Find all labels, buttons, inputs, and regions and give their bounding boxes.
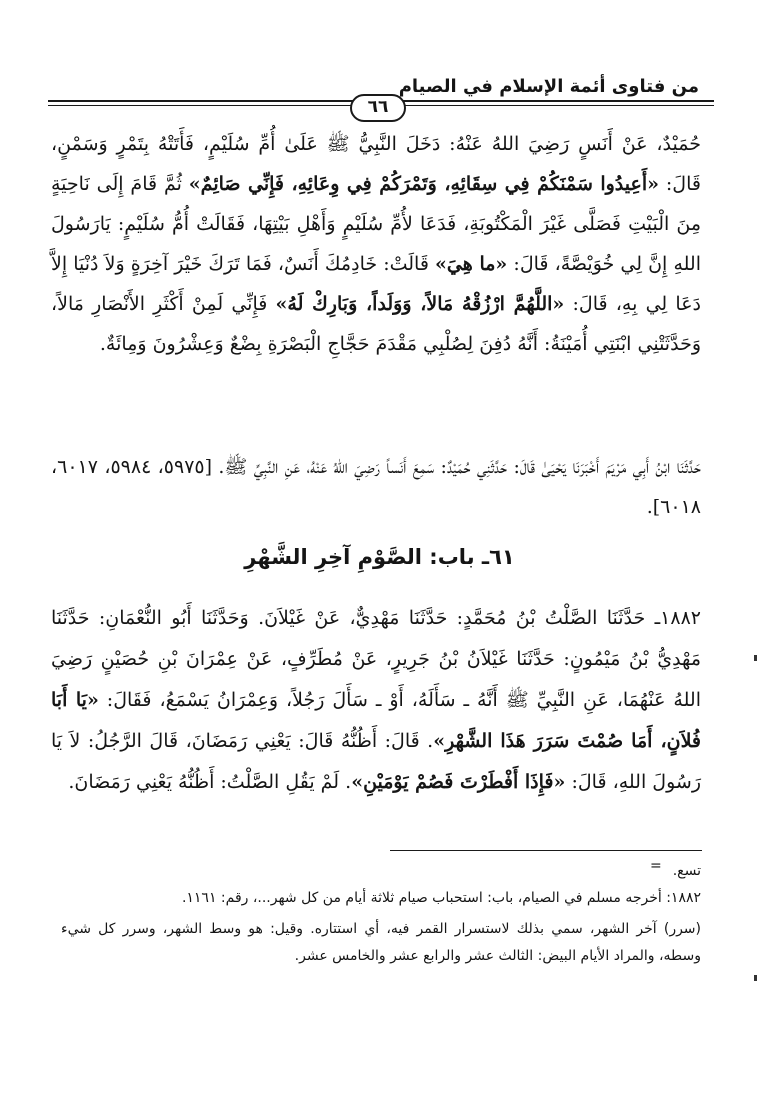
paragraph-text: فَإِنِّي لَمِنْ أَكْثَرِ الأَنْصَارِ مَالاً، وَحَدَّثَتْنِي ابْنَتِي أُمَيْنَةُ: أَنَّهُ دُفِنَ لِصُلْبِي مَقْدَمَ حَجَّاجِ الْبَصْرَةِ بِضْعٌ وَعِشْرُونَ وَمِائَةٌ. — [51, 293, 701, 355]
prophet-quote: «فَإِذَا أَفْطَرْتَ فَصُمْ يَوْمَيْنِ» — [351, 771, 566, 793]
hadith-paragraph-1882 — [51, 598, 701, 803]
footnote-continuation-mark: = — [650, 858, 662, 874]
footnote-continuation: تسع. — [672, 863, 701, 879]
isnad-paragraph: حَدَّثَنَا ابْنُ أَبِي مَرْيَمَ أَخْبَرَنَا يَحْيَىٰ قَالَ: حَدَّثَنِي حُمَيْدٌ: سَمِعَ أَنَساً رَضِيَ اللهُ عَنْهُ، عَنِ النَّبِيِّ ﷺ. [٥٩٧٥، ٥٩٨٤، ٦٠١٧، ٦٠١٨]. — [51, 456, 702, 518]
prophet-quote: «ما هِيَ» — [435, 253, 508, 275]
prophet-quote: «أَعِيدُوا سَمْنَكُمْ فِي سِقَائِهِ، وَتَمْرَكُمْ فِي وِعَائِهِ، فَإِنِّي صَائِمٌ» — [188, 173, 660, 195]
paragraph-text: ١٨٨٢ـ حَدَّثَنَا الصَّلْتُ بْنُ مُحَمَّدٍ: حَدَّثَنَا مَهْدِيٌّ، عَنْ غَيْلاَنَ. وَحَدَّثَنَا أَبُو النُّعْمَانِ: حَدَّثَنَا مَهْدِيُّ بْنُ مَيْمُونٍ: حَدَّثَنَا غَيْلاَنُ بْنُ جَرِيرٍ، عَنْ مُطَرِّفٍ، عَنْ عِمْرَانَ بْنِ حُصَيْنٍ رَضِيَ اللهُ عَنْهُمَا، عَنِ النَّبِيِّ ﷺ أَنَّهُ ـ سَأَلَهُ، أَوْ ـ سَأَلَ رَجُلاً، وَعِمْرَانُ يَسْمَعُ، فَقَالَ: — [51, 607, 701, 711]
scan-edge-mark — [754, 655, 757, 661]
running-header-title: من فتاوى أئمة الإسلام في الصيام — [398, 76, 699, 97]
prophet-quote: «اللَّهُمَّ ارْزُقْهُ مَالاً، وَوَلَداً، وَبَارِكْ لَهُ» — [275, 293, 565, 315]
page-number-badge: ٦٦ — [350, 94, 406, 122]
footnote-sarar: (سرر) آخر الشهر، سمي بذلك لاستسرار القمر فيه، أي استتاره. وقيل: هو وسط الشهر، وسرر كل شيء وسطه، والمراد الأيام البيض: الثالث عشر والرابع عشر والخامس عشر. — [61, 921, 701, 964]
hadith-paragraph-anas — [51, 124, 701, 364]
paragraph-text: قَالَتْ: خَادِمُكَ أَنَسٌ، فَمَا تَرَكَ خَيْرَ آخِرَةٍ وَلاَ دُنْيَا إِلاَّ دَعَا لِي بِهِ، قَالَ: — [51, 253, 701, 315]
paragraph-text: ثُمَّ قَامَ إِلَى نَاحِيَةٍ مِنَ الْبَيْتِ فَصَلَّى غَيْرَ الْمَكْتُوبَةِ، فَدَعَا لأُمِّ سُلَيْمٍ وَأَهْلِ بَيْتِهَا، فَقَالَتْ أُمُّ سُلَيْمٍ: يَارَسُولَ اللهِ إِنَّ لِي خُوَيْصَّةً، قَالَ: — [51, 173, 701, 275]
paragraph-text: . قَالَ: أَظُنُّهُ قَالَ: يَعْنِي رَمَضَانَ، قَالَ الرَّجُلُ: لاَ يَا رَسُولَ اللهِ، قَالَ: — [51, 730, 701, 793]
scan-edge-mark — [754, 975, 757, 981]
footnotes — [61, 858, 701, 970]
chapter-heading: ٦١ـ باب: الصَّوْمِ آخِرِ الشَّهْرِ — [244, 545, 515, 569]
prophet-quote: «يَا أَبَا فُلاَنٍ، أَمَا صُمْتَ سَرَرَ هَذَا الشَّهْرِ» — [51, 689, 701, 752]
footnote-1882: ١٨٨٢: أخرجه مسلم في الصيام، باب: استحباب صيام ثلاثة أيام من كل شهر...، رقم: ١١٦١. — [181, 890, 701, 906]
paragraph-text: . لَمْ يَقُلِ الصَّلْتُ: أَظُنُّهُ يَعْنِي رَمَضَانَ. — [68, 771, 352, 793]
footnote-separator — [390, 850, 702, 851]
paragraph-text: حُمَيْدٌ، عَنْ أَنَسٍ رَضِيَ اللهُ عَنْهُ: دَخَلَ النَّبِيُّ ﷺ عَلَىٰ أُمِّ سُلَيْمٍ، فَأَتَتْهُ بِتَمْرٍ وَسَمْنٍ، قَالَ: — [51, 133, 701, 195]
